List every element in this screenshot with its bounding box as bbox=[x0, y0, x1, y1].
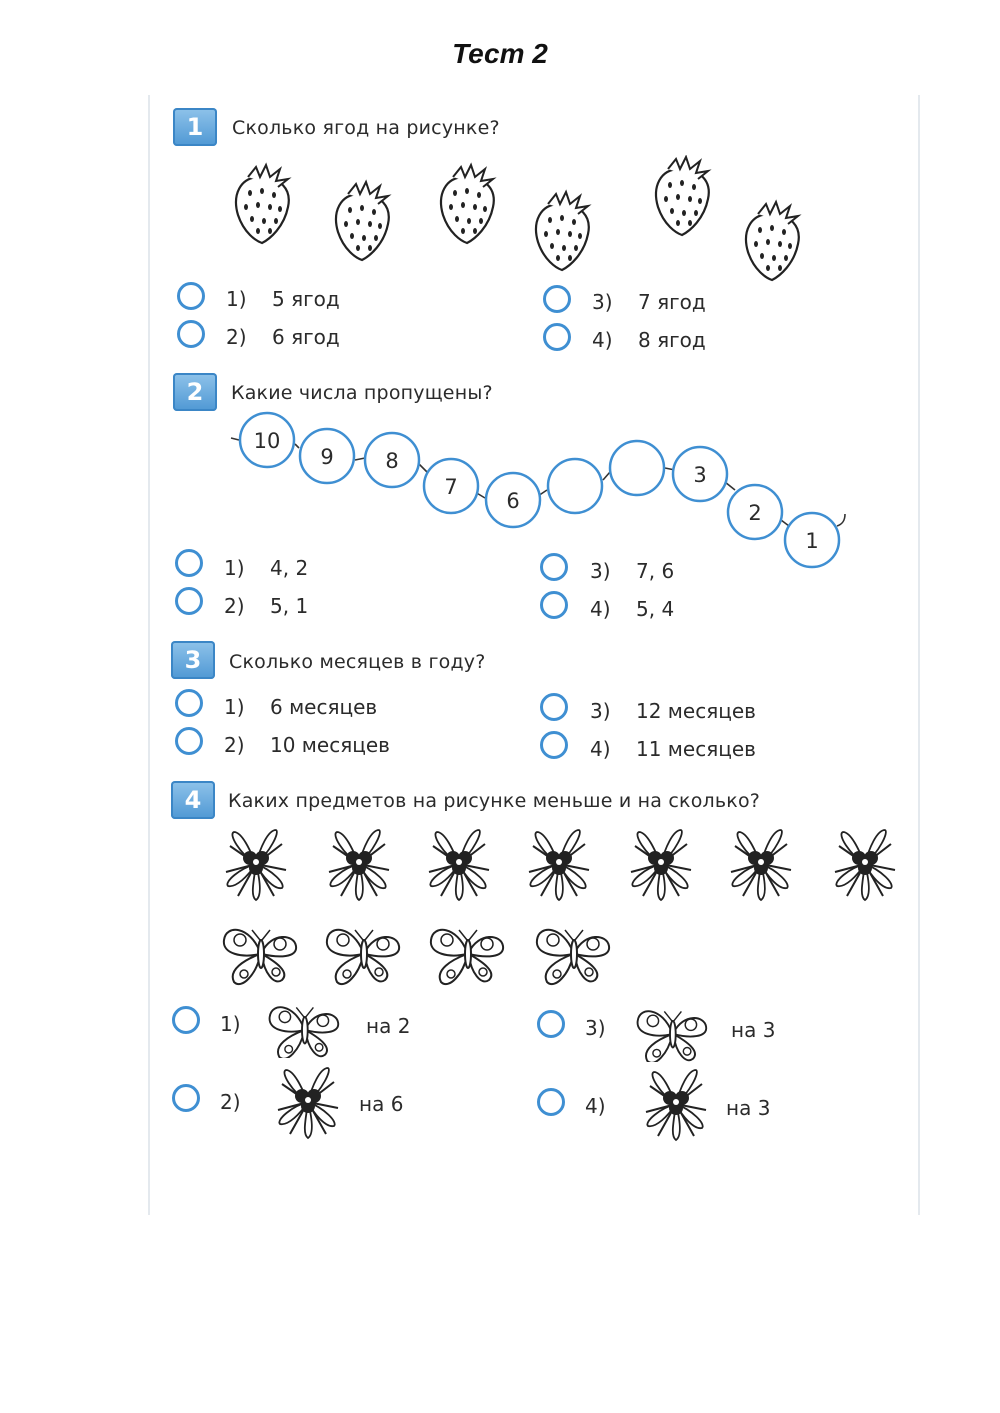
q2-option-1: 1) 4, 2 bbox=[224, 556, 309, 580]
q1-option-4: 4) 8 ягод bbox=[592, 328, 706, 352]
berry-icon bbox=[536, 192, 589, 270]
bead-empty bbox=[548, 459, 602, 513]
q1-option-3-radio[interactable] bbox=[543, 285, 571, 313]
flower-icon bbox=[631, 830, 691, 900]
q2-option-3-radio[interactable] bbox=[540, 553, 568, 581]
flower-icon bbox=[429, 830, 489, 900]
q4-option-2-flower bbox=[268, 1062, 348, 1142]
flower-icon bbox=[329, 830, 389, 900]
question-3-badge: 3 bbox=[171, 641, 215, 679]
question-4-text: Каких предметов на рисунке меньше и на сколько? bbox=[228, 790, 761, 812]
page-title: Тест 2 bbox=[452, 38, 548, 69]
q4-option-1-radio[interactable] bbox=[172, 1006, 200, 1034]
q4-option-1-butterfly bbox=[264, 996, 350, 1058]
berries-illustration bbox=[225, 155, 845, 285]
butterflies-illustration bbox=[215, 910, 635, 995]
bead-empty bbox=[610, 441, 664, 495]
bead-label: 1 bbox=[805, 529, 819, 553]
q4-option-1-text: на 2 bbox=[366, 1014, 411, 1038]
q2-option-2: 2) 5, 1 bbox=[224, 594, 309, 618]
q1-option-1-radio[interactable] bbox=[177, 282, 205, 310]
q3-option-2: 2) 10 месяцев bbox=[224, 733, 390, 757]
q4-option-2-radio[interactable] bbox=[172, 1084, 200, 1112]
bead-label: 3 bbox=[693, 463, 707, 487]
q4-option-2-text: на 6 bbox=[359, 1092, 404, 1116]
q4-option-4-number: 4) bbox=[585, 1094, 606, 1118]
berry-icon bbox=[336, 182, 389, 260]
q3-option-3: 3) 12 месяцев bbox=[590, 699, 756, 723]
butterfly-icon bbox=[537, 930, 609, 984]
question-3-text: Сколько месяцев в году? bbox=[229, 651, 486, 673]
q4-option-3-butterfly bbox=[632, 1000, 718, 1062]
question-1-text: Сколько ягод на рисунке? bbox=[232, 117, 500, 139]
q3-option-4: 4) 11 месяцев bbox=[590, 737, 756, 761]
question-4-badge: 4 bbox=[171, 781, 215, 819]
q1-option-1: 1) 5 ягод bbox=[226, 287, 340, 311]
q3-option-3-radio[interactable] bbox=[540, 693, 568, 721]
berry-icon bbox=[441, 165, 494, 243]
flower-icon bbox=[226, 830, 286, 900]
butterfly-icon bbox=[431, 930, 503, 984]
q3-option-4-radio[interactable] bbox=[540, 731, 568, 759]
q4-option-3-radio[interactable] bbox=[537, 1010, 565, 1038]
q3-option-1-radio[interactable] bbox=[175, 689, 203, 717]
q1-option-2-radio[interactable] bbox=[177, 320, 205, 348]
question-1-badge: 1 bbox=[173, 108, 217, 146]
bead-label: 10 bbox=[253, 429, 281, 453]
q2-option-2-radio[interactable] bbox=[175, 587, 203, 615]
butterfly-icon bbox=[224, 930, 296, 984]
flower-icon bbox=[835, 830, 895, 900]
flower-icon bbox=[731, 830, 791, 900]
berry-icon bbox=[656, 157, 709, 235]
q2-option-4-radio[interactable] bbox=[540, 591, 568, 619]
q4-option-1-number: 1) bbox=[220, 1012, 241, 1036]
q1-option-2: 2) 6 ягод bbox=[226, 325, 340, 349]
q2-option-3: 3) 7, 6 bbox=[590, 559, 675, 583]
bead-label: 9 bbox=[320, 445, 334, 469]
number-chain bbox=[225, 410, 865, 580]
q4-option-2-number: 2) bbox=[220, 1090, 241, 1114]
question-2-badge: 2 bbox=[173, 373, 217, 411]
q4-option-4-text: на 3 bbox=[726, 1096, 771, 1120]
q2-option-4: 4) 5, 4 bbox=[590, 597, 675, 621]
flower-icon bbox=[646, 1070, 706, 1140]
q4-option-4-radio[interactable] bbox=[537, 1088, 565, 1116]
flower-icon bbox=[278, 1068, 338, 1138]
butterfly-icon bbox=[270, 1007, 339, 1058]
bead-label: 7 bbox=[444, 475, 458, 499]
berry-icon bbox=[236, 165, 289, 243]
flowers-illustration bbox=[215, 820, 905, 910]
q3-option-2-radio[interactable] bbox=[175, 727, 203, 755]
berry-icon bbox=[746, 202, 799, 280]
flower-icon bbox=[529, 830, 589, 900]
bead-label: 2 bbox=[748, 501, 762, 525]
q1-option-4-radio[interactable] bbox=[543, 323, 571, 351]
question-2-text: Какие числа пропущены? bbox=[231, 382, 493, 404]
q4-option-4-flower bbox=[636, 1064, 716, 1144]
bead-label: 8 bbox=[385, 449, 399, 473]
butterfly-icon bbox=[638, 1011, 707, 1062]
q4-option-3-text: на 3 bbox=[731, 1018, 776, 1042]
q4-option-3-number: 3) bbox=[585, 1016, 606, 1040]
q2-option-1-radio[interactable] bbox=[175, 549, 203, 577]
q3-option-1: 1) 6 месяцев bbox=[224, 695, 378, 719]
q1-option-3: 3) 7 ягод bbox=[592, 290, 706, 314]
butterfly-icon bbox=[327, 930, 399, 984]
bead-label: 6 bbox=[506, 489, 520, 513]
